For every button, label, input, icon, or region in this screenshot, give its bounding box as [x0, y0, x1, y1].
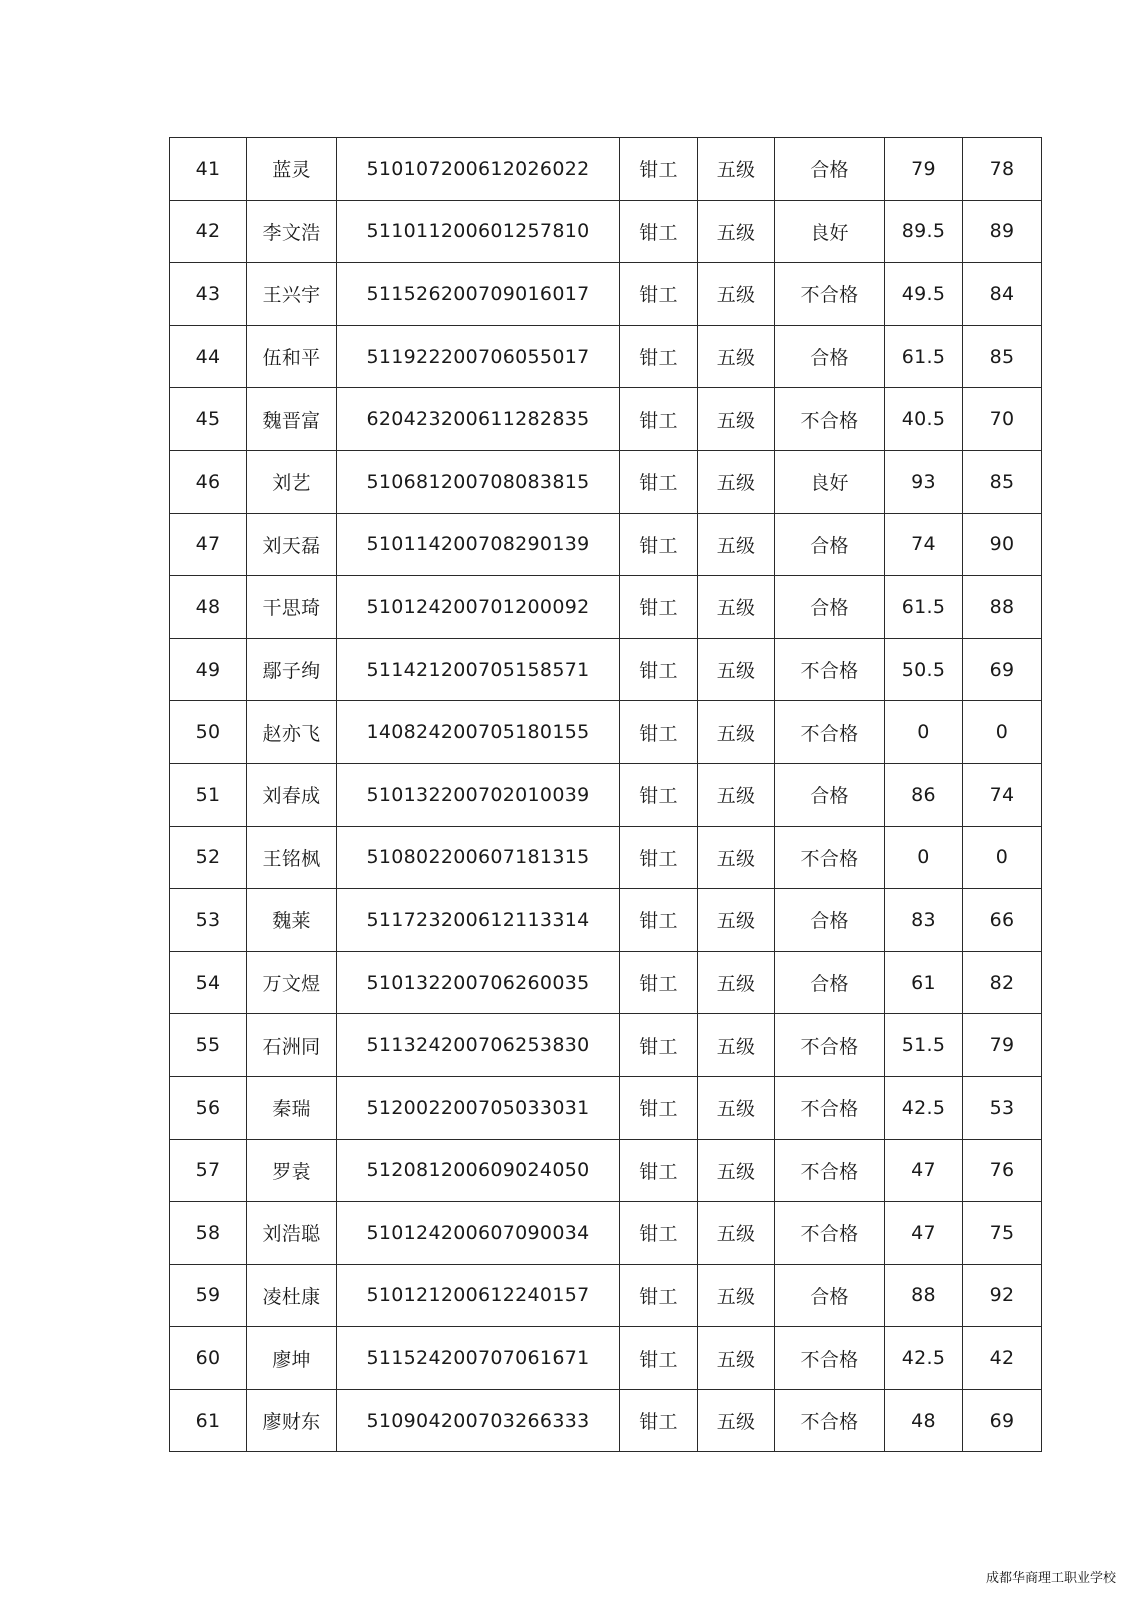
result-cell: 合格 — [775, 325, 885, 388]
row-number-cell: 58 — [170, 1202, 247, 1265]
result-cell: 不合格 — [775, 1327, 885, 1390]
table-row — [170, 763, 1042, 826]
score1-cell: 49.5 — [885, 263, 963, 326]
table-row — [170, 1202, 1042, 1265]
table-row — [170, 1264, 1042, 1327]
level-cell: 五级 — [698, 1327, 775, 1390]
trade-cell: 钳工 — [620, 1389, 698, 1452]
name-cell: 廖坤 — [247, 1327, 337, 1390]
id-number-cell: 512081200609024050 — [337, 1139, 620, 1202]
level-cell: 五级 — [698, 701, 775, 764]
score1-cell: 42.5 — [885, 1076, 963, 1139]
trade-cell: 钳工 — [620, 263, 698, 326]
score1-cell: 74 — [885, 513, 963, 576]
trade-cell: 钳工 — [620, 701, 698, 764]
score2-cell: 74 — [963, 763, 1042, 826]
score1-cell: 47 — [885, 1202, 963, 1265]
id-number-cell: 510124200607090034 — [337, 1202, 620, 1265]
id-number-cell: 510114200708290139 — [337, 513, 620, 576]
row-number-cell: 48 — [170, 576, 247, 639]
row-number-cell: 49 — [170, 638, 247, 701]
name-cell: 刘天磊 — [247, 513, 337, 576]
score2-cell: 69 — [963, 1389, 1042, 1452]
name-cell: 刘艺 — [247, 450, 337, 513]
result-cell: 不合格 — [775, 388, 885, 451]
score1-cell: 89.5 — [885, 200, 963, 263]
score1-cell: 61.5 — [885, 325, 963, 388]
score2-cell: 85 — [963, 450, 1042, 513]
score1-cell: 51.5 — [885, 1014, 963, 1077]
id-number-cell: 620423200611282835 — [337, 388, 620, 451]
table-row — [170, 889, 1042, 952]
id-number-cell: 511524200707061671 — [337, 1327, 620, 1390]
trade-cell: 钳工 — [620, 826, 698, 889]
level-cell: 五级 — [698, 513, 775, 576]
score1-cell: 86 — [885, 763, 963, 826]
name-cell: 伍和平 — [247, 325, 337, 388]
name-cell: 蓝灵 — [247, 138, 337, 201]
footer-school-name: 成都华商理工职业学校 — [985, 1571, 1116, 1586]
score2-cell: 0 — [963, 701, 1042, 764]
name-cell: 廖财东 — [247, 1389, 337, 1452]
result-cell: 合格 — [775, 513, 885, 576]
row-number-cell: 55 — [170, 1014, 247, 1077]
level-cell: 五级 — [698, 638, 775, 701]
row-number-cell: 47 — [170, 513, 247, 576]
result-cell: 合格 — [775, 576, 885, 639]
score2-cell: 89 — [963, 200, 1042, 263]
trade-cell: 钳工 — [620, 450, 698, 513]
row-number-cell: 59 — [170, 1264, 247, 1327]
score1-cell: 48 — [885, 1389, 963, 1452]
table-body — [170, 138, 1042, 1452]
score2-cell: 76 — [963, 1139, 1042, 1202]
result-cell: 良好 — [775, 450, 885, 513]
trade-cell: 钳工 — [620, 325, 698, 388]
score1-cell: 40.5 — [885, 388, 963, 451]
score2-cell: 85 — [963, 325, 1042, 388]
level-cell: 五级 — [698, 450, 775, 513]
id-number-cell: 510132200702010039 — [337, 763, 620, 826]
result-cell: 不合格 — [775, 263, 885, 326]
table-row — [170, 1014, 1042, 1077]
trade-cell: 钳工 — [620, 1327, 698, 1390]
score1-cell: 83 — [885, 889, 963, 952]
name-cell: 刘浩聪 — [247, 1202, 337, 1265]
trade-cell: 钳工 — [620, 138, 698, 201]
score2-cell: 66 — [963, 889, 1042, 952]
table-row — [170, 576, 1042, 639]
result-cell: 不合格 — [775, 1014, 885, 1077]
id-number-cell: 511324200706253830 — [337, 1014, 620, 1077]
result-cell: 良好 — [775, 200, 885, 263]
score2-cell: 90 — [963, 513, 1042, 576]
row-number-cell: 42 — [170, 200, 247, 263]
result-cell: 不合格 — [775, 826, 885, 889]
level-cell: 五级 — [698, 263, 775, 326]
results-table — [169, 137, 1042, 1452]
result-cell: 合格 — [775, 138, 885, 201]
name-cell: 王铭枫 — [247, 826, 337, 889]
trade-cell: 钳工 — [620, 889, 698, 952]
trade-cell: 钳工 — [620, 1076, 698, 1139]
name-cell: 鄢子绚 — [247, 638, 337, 701]
score1-cell: 0 — [885, 701, 963, 764]
id-number-cell: 512002200705033031 — [337, 1076, 620, 1139]
table-row — [170, 638, 1042, 701]
trade-cell: 钳工 — [620, 1202, 698, 1265]
result-cell: 合格 — [775, 951, 885, 1014]
level-cell: 五级 — [698, 200, 775, 263]
trade-cell: 钳工 — [620, 1014, 698, 1077]
level-cell: 五级 — [698, 1389, 775, 1452]
score2-cell: 84 — [963, 263, 1042, 326]
score2-cell: 53 — [963, 1076, 1042, 1139]
row-number-cell: 61 — [170, 1389, 247, 1452]
level-cell: 五级 — [698, 1076, 775, 1139]
row-number-cell: 60 — [170, 1327, 247, 1390]
score2-cell: 79 — [963, 1014, 1042, 1077]
trade-cell: 钳工 — [620, 763, 698, 826]
result-cell: 不合格 — [775, 1076, 885, 1139]
id-number-cell: 511011200601257810 — [337, 200, 620, 263]
name-cell: 万文煜 — [247, 951, 337, 1014]
result-cell: 合格 — [775, 763, 885, 826]
table-row — [170, 826, 1042, 889]
name-cell: 秦瑞 — [247, 1076, 337, 1139]
id-number-cell: 510124200701200092 — [337, 576, 620, 639]
level-cell: 五级 — [698, 138, 775, 201]
id-number-cell: 510681200708083815 — [337, 450, 620, 513]
table-row — [170, 1389, 1042, 1452]
trade-cell: 钳工 — [620, 1139, 698, 1202]
table-row — [170, 1327, 1042, 1390]
score2-cell: 92 — [963, 1264, 1042, 1327]
id-number-cell: 511922200706055017 — [337, 325, 620, 388]
row-number-cell: 45 — [170, 388, 247, 451]
score1-cell: 93 — [885, 450, 963, 513]
score2-cell: 42 — [963, 1327, 1042, 1390]
score1-cell: 50.5 — [885, 638, 963, 701]
score1-cell: 0 — [885, 826, 963, 889]
name-cell: 罗袁 — [247, 1139, 337, 1202]
score2-cell: 88 — [963, 576, 1042, 639]
score2-cell: 0 — [963, 826, 1042, 889]
id-number-cell: 510107200612026022 — [337, 138, 620, 201]
level-cell: 五级 — [698, 1264, 775, 1327]
level-cell: 五级 — [698, 576, 775, 639]
table-row — [170, 1076, 1042, 1139]
row-number-cell: 56 — [170, 1076, 247, 1139]
score2-cell: 82 — [963, 951, 1042, 1014]
id-number-cell: 510132200706260035 — [337, 951, 620, 1014]
level-cell: 五级 — [698, 763, 775, 826]
name-cell: 赵亦飞 — [247, 701, 337, 764]
id-number-cell: 510802200607181315 — [337, 826, 620, 889]
level-cell: 五级 — [698, 1014, 775, 1077]
row-number-cell: 50 — [170, 701, 247, 764]
name-cell: 刘春成 — [247, 763, 337, 826]
table-row — [170, 200, 1042, 263]
table-row — [170, 450, 1042, 513]
row-number-cell: 53 — [170, 889, 247, 952]
id-number-cell: 140824200705180155 — [337, 701, 620, 764]
id-number-cell: 511421200705158571 — [337, 638, 620, 701]
table-row — [170, 513, 1042, 576]
result-cell: 不合格 — [775, 701, 885, 764]
score1-cell: 47 — [885, 1139, 963, 1202]
score1-cell: 61 — [885, 951, 963, 1014]
level-cell: 五级 — [698, 388, 775, 451]
score2-cell: 78 — [963, 138, 1042, 201]
trade-cell: 钳工 — [620, 638, 698, 701]
trade-cell: 钳工 — [620, 513, 698, 576]
table-row — [170, 138, 1042, 201]
table-row — [170, 388, 1042, 451]
score1-cell: 42.5 — [885, 1327, 963, 1390]
name-cell: 李文浩 — [247, 200, 337, 263]
name-cell: 魏莱 — [247, 889, 337, 952]
score2-cell: 70 — [963, 388, 1042, 451]
table-row — [170, 701, 1042, 764]
table-row — [170, 1139, 1042, 1202]
id-number-cell: 511723200612113314 — [337, 889, 620, 952]
level-cell: 五级 — [698, 325, 775, 388]
name-cell: 石洲同 — [247, 1014, 337, 1077]
level-cell: 五级 — [698, 889, 775, 952]
row-number-cell: 51 — [170, 763, 247, 826]
row-number-cell: 54 — [170, 951, 247, 1014]
row-number-cell: 46 — [170, 450, 247, 513]
id-number-cell: 511526200709016017 — [337, 263, 620, 326]
level-cell: 五级 — [698, 1202, 775, 1265]
result-cell: 不合格 — [775, 1202, 885, 1265]
trade-cell: 钳工 — [620, 200, 698, 263]
score1-cell: 79 — [885, 138, 963, 201]
trade-cell: 钳工 — [620, 1264, 698, 1327]
trade-cell: 钳工 — [620, 951, 698, 1014]
result-cell: 不合格 — [775, 1389, 885, 1452]
row-number-cell: 57 — [170, 1139, 247, 1202]
row-number-cell: 41 — [170, 138, 247, 201]
name-cell: 干思琦 — [247, 576, 337, 639]
name-cell: 魏晋富 — [247, 388, 337, 451]
result-cell: 合格 — [775, 1264, 885, 1327]
table-row — [170, 325, 1042, 388]
result-cell: 不合格 — [775, 638, 885, 701]
row-number-cell: 52 — [170, 826, 247, 889]
id-number-cell: 510121200612240157 — [337, 1264, 620, 1327]
result-cell: 不合格 — [775, 1139, 885, 1202]
trade-cell: 钳工 — [620, 388, 698, 451]
row-number-cell: 44 — [170, 325, 247, 388]
table-row — [170, 263, 1042, 326]
score2-cell: 75 — [963, 1202, 1042, 1265]
table-row — [170, 951, 1042, 1014]
score1-cell: 61.5 — [885, 576, 963, 639]
level-cell: 五级 — [698, 826, 775, 889]
trade-cell: 钳工 — [620, 576, 698, 639]
level-cell: 五级 — [698, 1139, 775, 1202]
row-number-cell: 43 — [170, 263, 247, 326]
score1-cell: 88 — [885, 1264, 963, 1327]
level-cell: 五级 — [698, 951, 775, 1014]
name-cell: 凌杜康 — [247, 1264, 337, 1327]
id-number-cell: 510904200703266333 — [337, 1389, 620, 1452]
name-cell: 王兴宇 — [247, 263, 337, 326]
result-cell: 合格 — [775, 889, 885, 952]
score2-cell: 69 — [963, 638, 1042, 701]
